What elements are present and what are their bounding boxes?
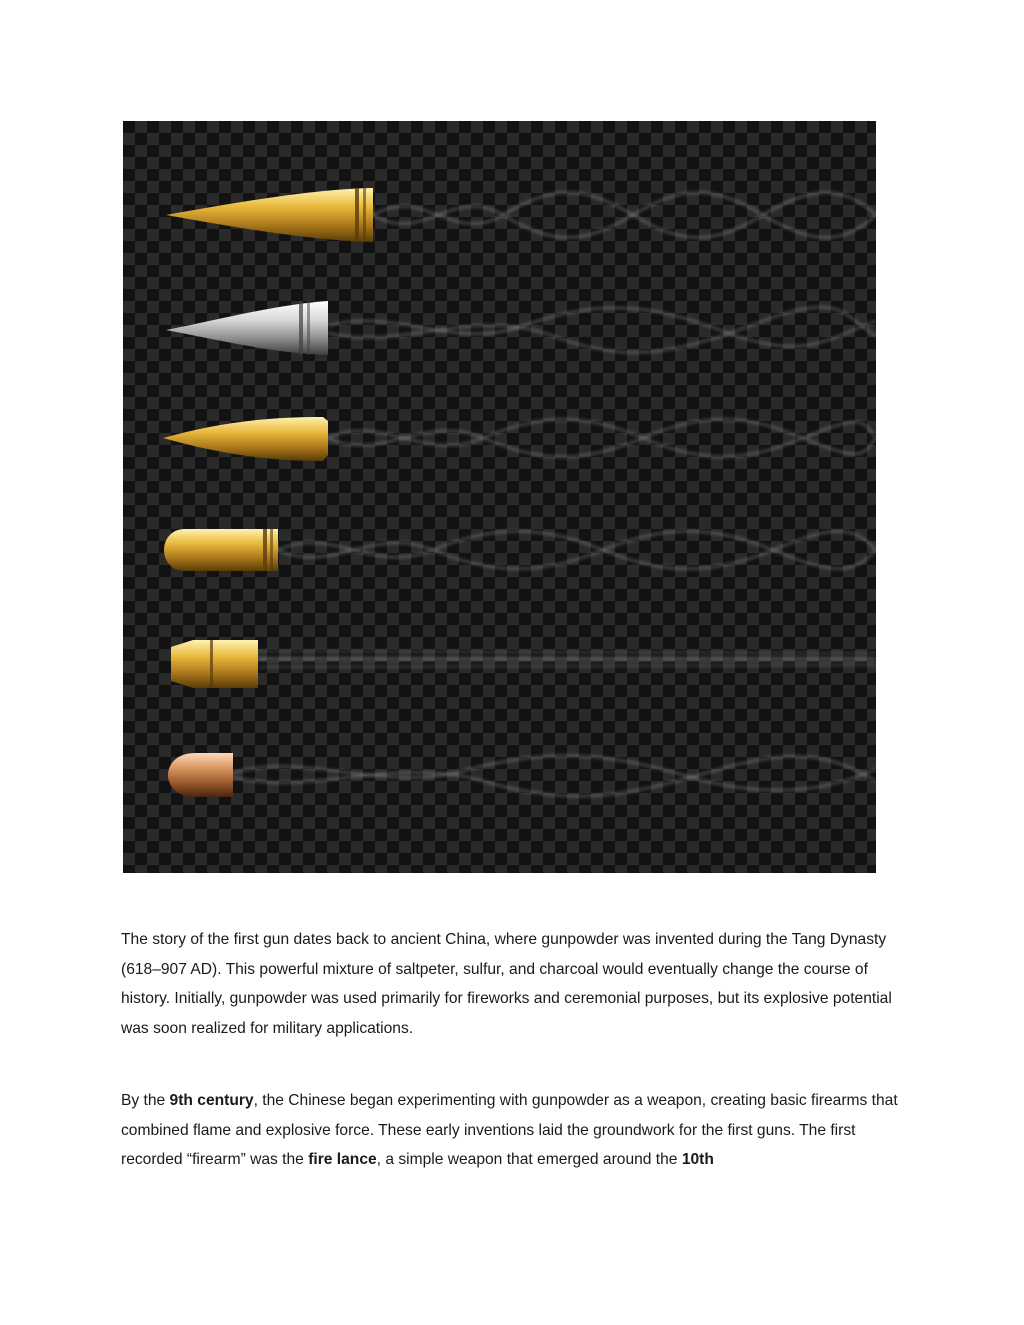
bullet-4-gold-round	[164, 529, 278, 571]
bullets-svg	[123, 121, 876, 873]
smoke-trail-6	[233, 756, 876, 791]
paragraph-2-text-1: By the	[121, 1092, 170, 1109]
smoke-trail-5b	[258, 651, 876, 653]
bullet-1-gold-pointed	[166, 188, 373, 242]
smoke-trail-1b	[373, 193, 876, 238]
bullet-6-copper-round	[168, 753, 233, 797]
bullets-illustration	[123, 121, 876, 873]
paragraph-1: The story of the first gun dates back to ancient China, where gunpowder was invented during the Tang Dynasty (618–907 AD). This powerful mixture of saltpeter, sulfur, and charcoal would eventually change the course of history. Initially, gunpowder was used primarily for fireworks and ceremonial purposes, but its explosive potential was soon realized for military applications.	[121, 931, 892, 1037]
bullet-2-silver-pointed	[166, 301, 328, 355]
paragraph-2-bold-3: 10th	[681, 1151, 714, 1168]
paragraph-2-bold-1: 9th century	[169, 1092, 254, 1109]
paragraph-2-text-3: , a simple weapon that emerged around the	[376, 1151, 682, 1168]
smoke-trail-2	[328, 308, 876, 346]
bullet-5-gold-flat	[171, 640, 258, 688]
bullet-3-gold-spitzer	[163, 417, 328, 461]
paragraph-2-bold-2: fire lance	[308, 1151, 377, 1168]
smoke-trail-1	[373, 193, 876, 238]
paragraph-2	[121, 1086, 911, 1175]
smoke-trail-4	[278, 531, 876, 569]
paragraph-2-text-2: , the Chinese began experimenting with gunpowder as a weapon, creating basic firearms that combined flame and explosive force. These early inventions laid the groundwork for the first guns. The first recorded “firearm” was the	[121, 1092, 898, 1168]
smoke-trails	[233, 193, 876, 797]
smoke-trail-5c	[258, 665, 876, 667]
smoke-trail-4b	[278, 531, 876, 569]
